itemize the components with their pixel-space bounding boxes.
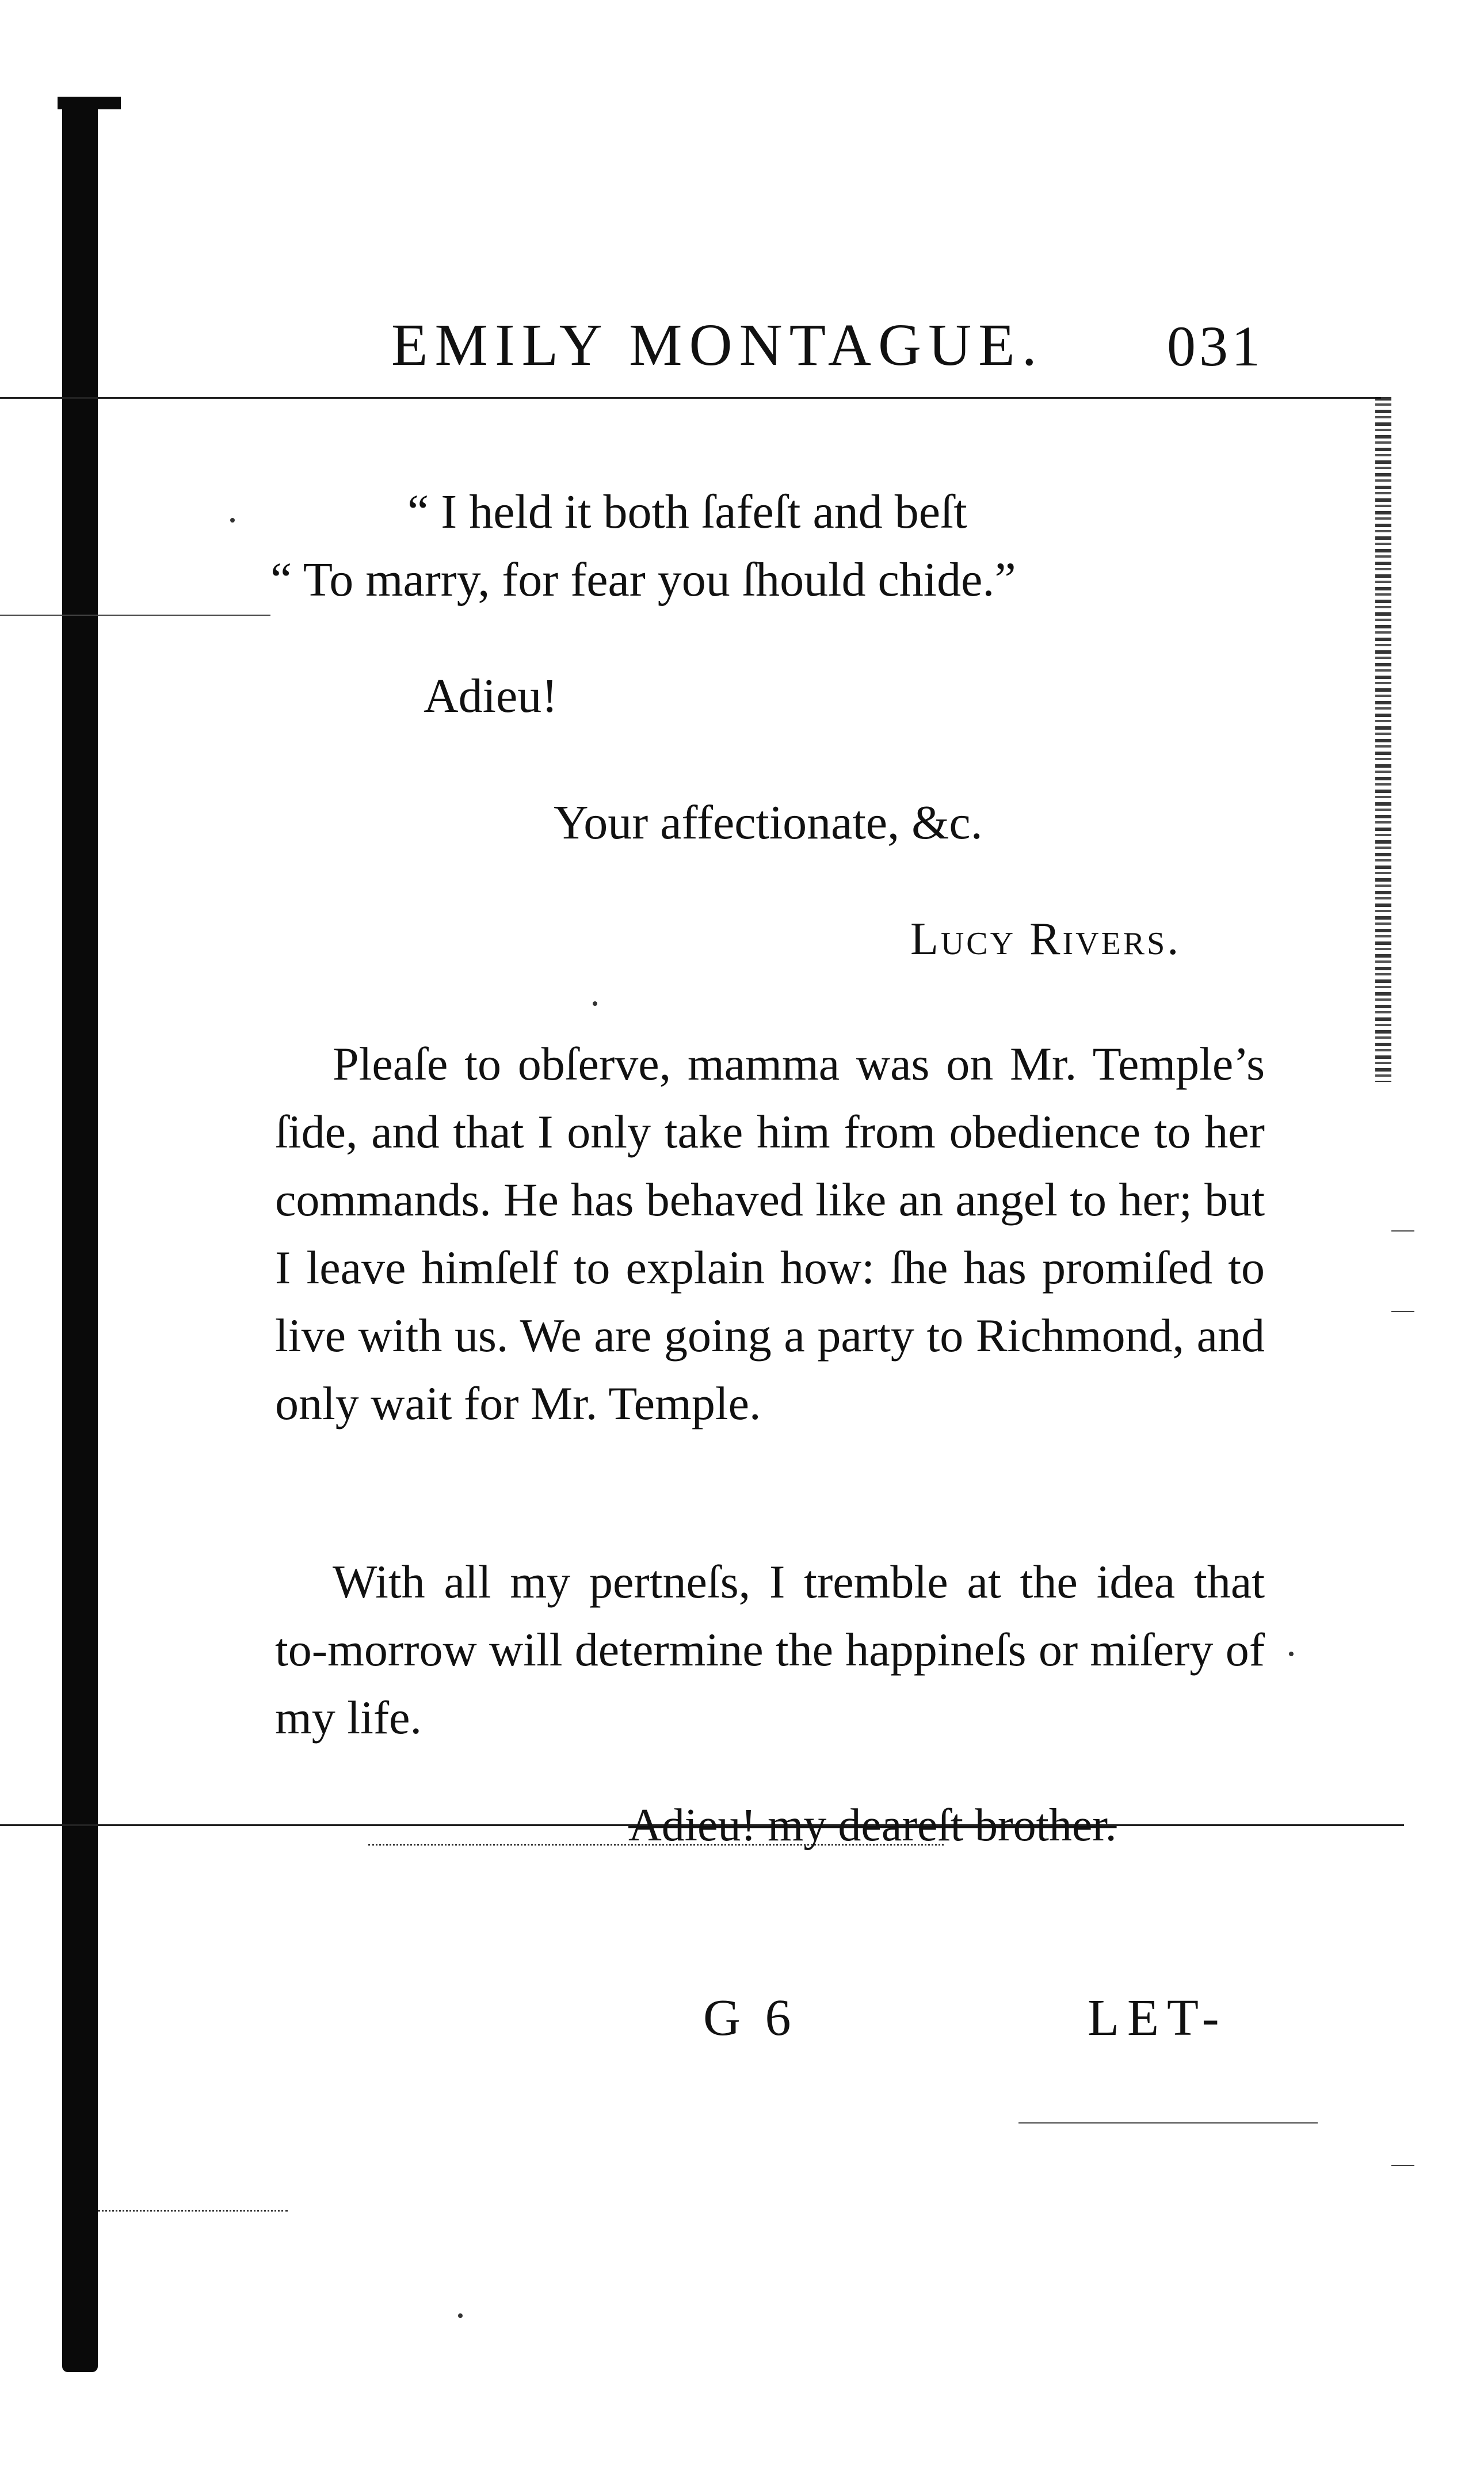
verse-line-2: “ To marry, for fear you ſhould chide.” xyxy=(270,553,1016,607)
ink-speck xyxy=(593,1001,597,1006)
edge-mark-1 xyxy=(1391,1230,1414,1232)
paragraph-tremble: With all my pertneſs, I tremble at the idea that to-morrow will determine the happineſs or miſery of my life. xyxy=(275,1556,1265,1744)
paragraph-postscript: Pleaſe to obſerve, mamma was on Mr. Temple’s ſide, and that I only take him from obedience to her commands. He has behaved like an angel to her; but I leave himſelf to explain how: ſhe has promiſed to live with us. We are going a party to Richmond, and only wait for Mr. Temple. xyxy=(275,1038,1265,1429)
page-number: 031 xyxy=(1167,314,1264,378)
ink-speck xyxy=(458,2313,463,2318)
struck-through-line: Adieu! my deareſt brother. xyxy=(628,1800,1117,1851)
ink-speck xyxy=(1289,1652,1294,1656)
bottom-right-rule xyxy=(1018,2122,1318,2124)
letter-signature: Lucy Rivers. xyxy=(910,914,1181,964)
edge-mark-2 xyxy=(1391,1311,1414,1312)
running-head: EMILY MONTAGUE. xyxy=(391,312,1044,378)
page-edge-strip xyxy=(1375,397,1391,1082)
margin-rule xyxy=(0,615,270,616)
header-rule xyxy=(0,397,1381,399)
ink-speck xyxy=(230,518,235,523)
spine-shadow xyxy=(62,99,98,2372)
signature-mark: G 6 xyxy=(703,1989,797,2046)
edge-mark-3 xyxy=(1391,2165,1414,2166)
adieu-line: Adieu! xyxy=(424,669,558,723)
verse-line-1: “ I held it both ſafeſt and beſt xyxy=(407,485,967,539)
bottom-left-dotted-rule xyxy=(98,2210,288,2212)
letter-closing: Your affectionate, &c. xyxy=(554,796,983,849)
catchword: LET- xyxy=(1088,1989,1227,2046)
